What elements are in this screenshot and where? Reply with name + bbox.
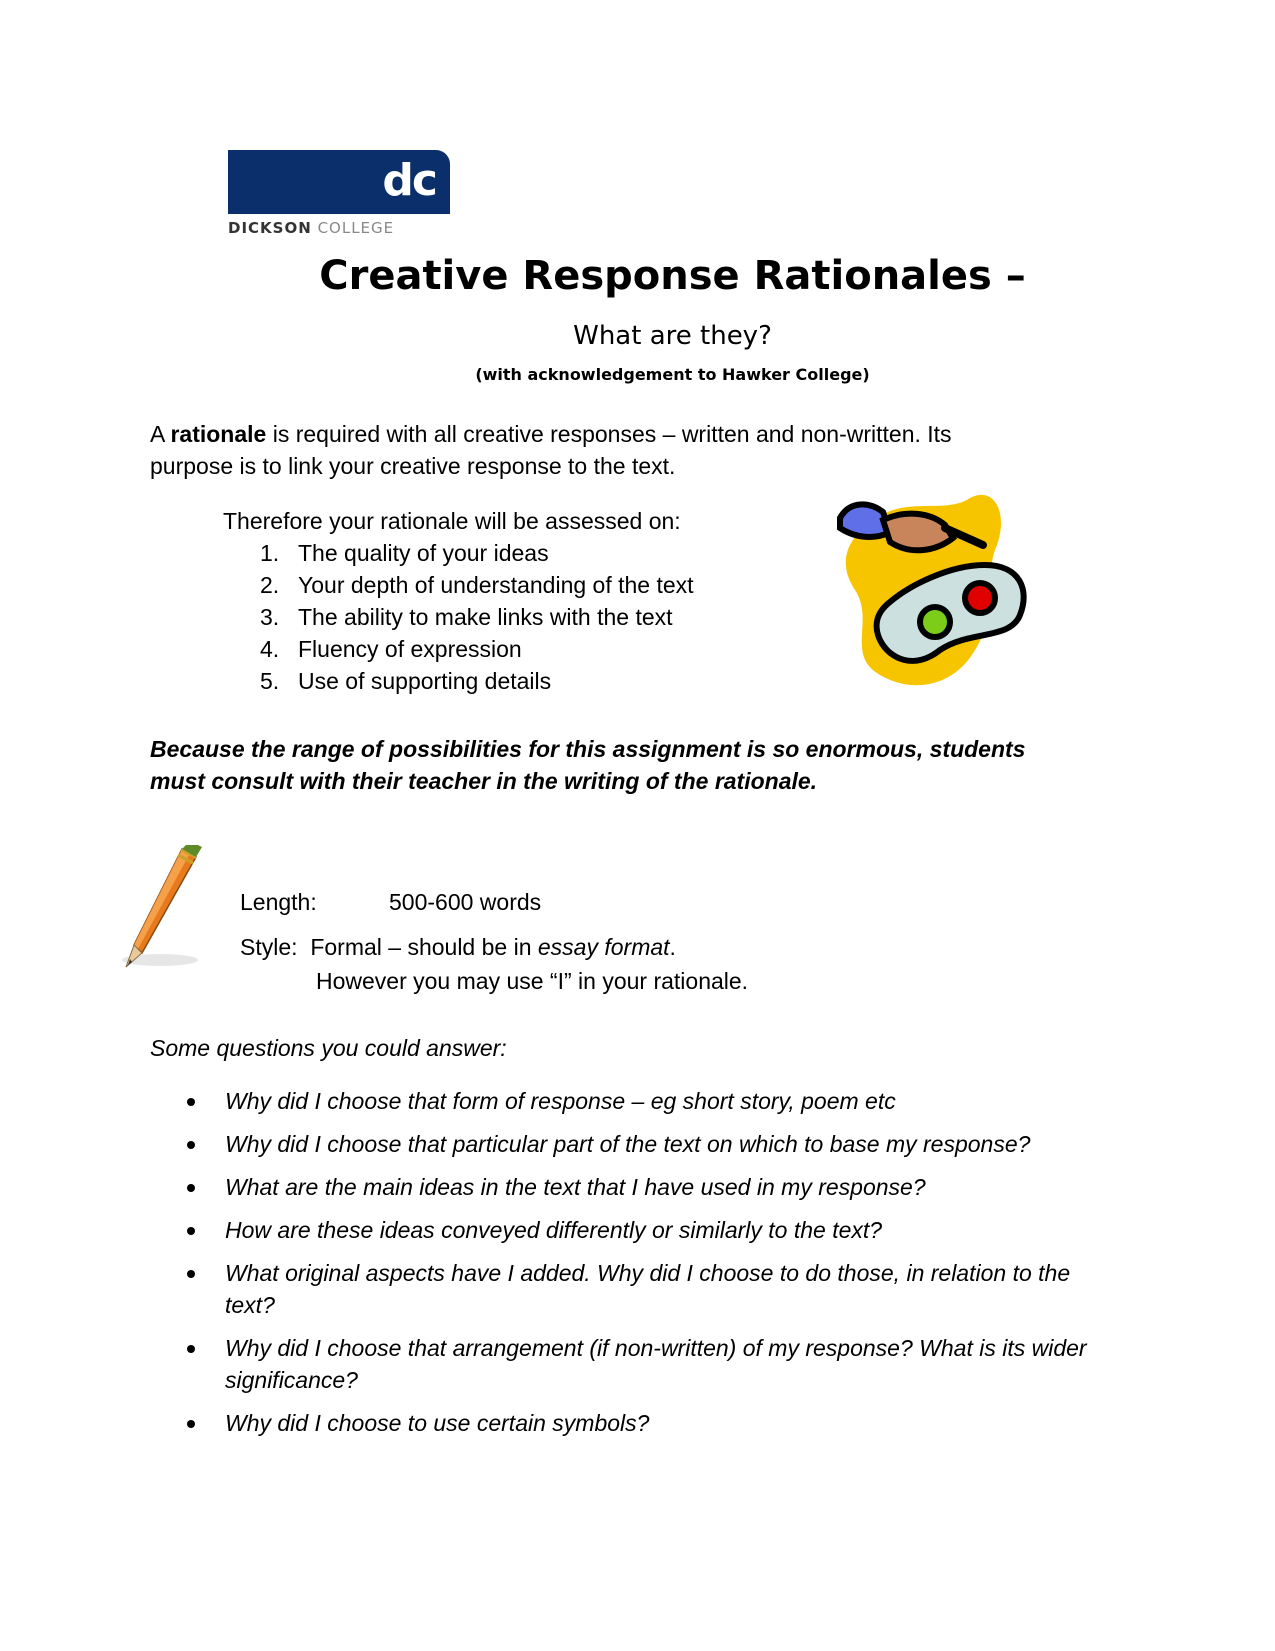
style-line-1 (240, 931, 676, 963)
style-text-prefix: Formal – should be in (310, 934, 538, 960)
bullet-icon (187, 1270, 195, 1278)
style-label: Style: (240, 934, 298, 960)
questions-heading: Some questions you could answer: (150, 1035, 507, 1061)
list-item: 1. The quality of your ideas (260, 540, 549, 566)
intro-line-2: purpose is to link your creative response to the text. (150, 453, 676, 479)
list-item: 3. The ability to make links with the text (260, 604, 673, 630)
list-item-text: Use of supporting details (298, 668, 552, 694)
list-item (185, 1214, 1125, 1246)
logo-name (228, 218, 450, 238)
list-item (185, 1332, 1125, 1396)
list-item-text: Fluency of expression (298, 636, 522, 662)
list-item (185, 1171, 1125, 1203)
style-text-suffix: . (669, 934, 676, 960)
list-item (185, 1257, 1125, 1321)
style-line-2: However you may use “I” in your rationale. (316, 968, 749, 994)
intro-suffix: is required with all creative responses – written and non-written. Its (266, 421, 952, 447)
logo-bar (228, 150, 450, 214)
list-item-text: What original aspects have I added. Why did I choose to do those, in relation to the text? (225, 1260, 1071, 1318)
intro-paragraph (150, 418, 952, 482)
list-item-text: Your depth of understanding of the text (298, 572, 694, 598)
list-item (185, 1407, 1125, 1439)
list-item-text: The quality of your ideas (298, 540, 549, 566)
consult-warning (150, 733, 1025, 797)
list-item-text: How are these ideas conveyed differently or similarly to the text? (225, 1217, 883, 1243)
length-label: Length: (240, 889, 317, 915)
assessment-list (223, 537, 694, 697)
pencil-icon (120, 845, 210, 975)
bullet-icon (187, 1227, 195, 1235)
list-item-text: The ability to make links with the text (298, 604, 673, 630)
list-item-text: Why did I choose that form of response – eg short story, poem etc (225, 1088, 896, 1114)
warning-line-1: Because the range of possibilities for this assignment is so enormous, students (150, 736, 1026, 762)
page-subtitle: What are they? (573, 321, 772, 351)
list-item: 5. Use of supporting details (260, 668, 552, 694)
warning-line-2: must consult with their teacher in the writing of the rationale. (150, 768, 818, 794)
style-text-italic: essay format (537, 934, 670, 960)
college-logo (228, 150, 450, 242)
list-item: 4. Fluency of expression (260, 636, 522, 662)
intro-line-1 (150, 418, 952, 450)
logo-name-light: COLLEGE (317, 219, 395, 237)
logo-name-bold: DICKSON (228, 219, 312, 237)
bullet-icon (187, 1345, 195, 1353)
intro-prefix: A (150, 421, 171, 447)
intro-bold-term: rationale (170, 421, 267, 447)
bullet-icon (187, 1141, 195, 1149)
acknowledgement: (with acknowledgement to Hawker College) (475, 365, 870, 384)
assessment-heading: Therefore your rationale will be assessed on: (223, 508, 681, 534)
page-title: Creative Response Rationales – (319, 253, 1026, 299)
bullet-icon (187, 1184, 195, 1192)
logo-monogram: dc (382, 155, 436, 206)
questions-list (185, 1085, 1125, 1450)
list-item (185, 1085, 1125, 1117)
bullet-icon (187, 1420, 195, 1428)
bullet-icon (187, 1098, 195, 1106)
list-item: 2. Your depth of understanding of the text (260, 572, 694, 598)
length-value: 500-600 words (389, 889, 542, 915)
paintbrush-palette-icon (835, 490, 1030, 690)
list-item-text: What are the main ideas in the text that I have used in my response? (225, 1174, 926, 1200)
list-item-text: Why did I choose to use certain symbols? (225, 1410, 650, 1436)
list-item (185, 1128, 1125, 1160)
list-item-text: Why did I choose that particular part of the text on which to base my response? (225, 1131, 1031, 1157)
list-item-text: Why did I choose that arrangement (if non-written) of my response? What is its wider significance? (225, 1335, 1087, 1393)
